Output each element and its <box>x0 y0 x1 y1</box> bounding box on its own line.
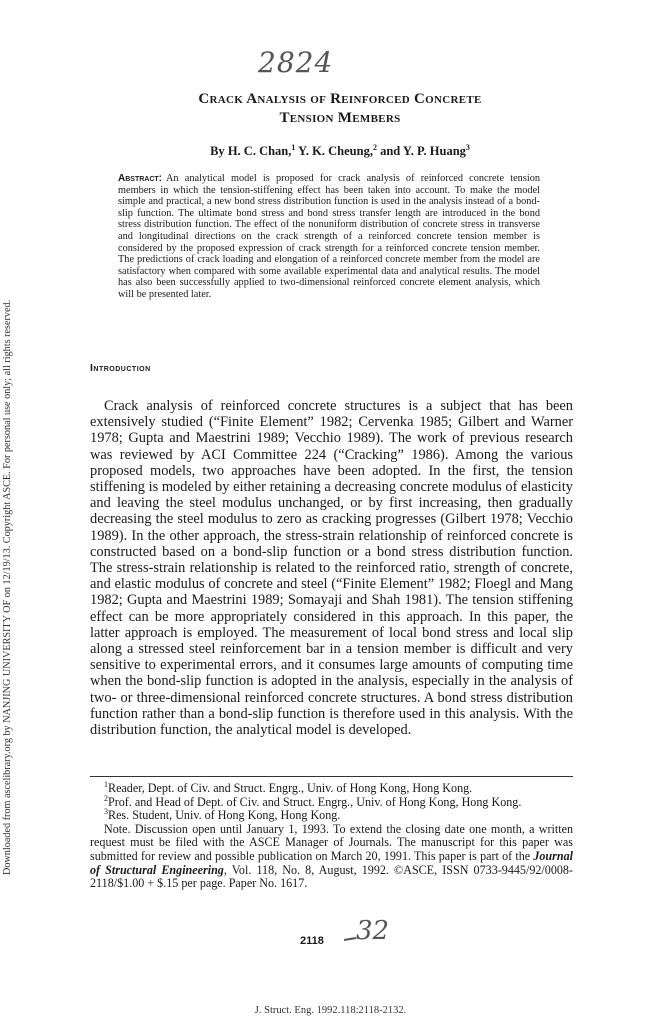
author-and: and <box>376 144 403 158</box>
footnote-1-mark: 1 <box>104 779 108 789</box>
title-line-1: Crack Analysis of Reinforced Concrete <box>198 91 482 107</box>
author-line <box>80 144 600 159</box>
abstract-text: An analytical model is proposed for crack analysis of reinforced concrete tension members in which the tension-stiffening effect has been taken into account. To make the model simple and practical, a new bond stress distribution function is used in the analysis instead of a bond-slip function. The ultimate bond stress and bond stress transfer length are introduced in the bond stress distribution function. The effect of the nonuniform distribution of concrete stress in transverse and longitudinal directions on the crack strength of a reinforced concrete tension member is considered by the proposed expression of crack strength for a reinforced concrete tension member. The predictions of crack loading and elongation of a reinforced concrete member from the model are satisfactory when compared with some available experimental data and analytical results. The model has also been successfully applied to two-dimensional reinforced concrete element analysis, which will be presented later. <box>118 173 540 300</box>
footnote-2-text: Prof. and Head of Dept. of Civ. and Struct. Engrg., Univ. of Hong Kong, Hong Kong. <box>108 794 522 809</box>
author-3: Y. P. Huang <box>402 144 466 158</box>
footnote-divider <box>90 776 573 777</box>
footnote-3 <box>90 809 573 823</box>
author-3-sup: 3 <box>465 142 470 152</box>
section-heading-introduction: Introduction <box>90 362 151 374</box>
footnote-note <box>90 823 573 891</box>
author-2-sup: 2 <box>372 142 377 152</box>
author-1: H. C. Chan, <box>227 144 292 158</box>
paper-title <box>80 90 600 128</box>
handwritten-annotation-bottom: 32 <box>356 916 390 946</box>
footnotes <box>90 779 573 891</box>
author-2: Y. K. Cheung, <box>295 144 373 158</box>
note-text-post: , Vol. 118, No. 8, August, 1992. ©ASCE, ISSN 0733-9445/92/0008-2118/$1.00 + $.15 per page. Paper No. 1617. <box>90 862 573 891</box>
handwritten-dash <box>344 937 356 941</box>
citation-footer: J. Struct. Eng. 1992.118:2118-2132. <box>254 1005 407 1016</box>
download-notice <box>2 130 16 890</box>
author-1-sup: 1 <box>291 142 296 152</box>
journal-name: Journal of Structural Engineering <box>90 848 573 877</box>
footnote-1-text: Reader, Dept. of Civ. and Struct. Engrg., Univ. of Hong Kong, Hong Kong. <box>108 781 473 795</box>
intro-paragraph: Crack analysis of reinforced concrete structures is a subject that has been extensively studied (“Finite Element” 1982; Cervenka 1985; Gilbert and Warner 1978; Gupta and Maestrini 1989; Vecchio 1989). The work of previous research was reviewed by ACI Committee 224 (“Cracking” 1986). Among the various proposed models, two approaches have been adopted. In the first, the tension stiffening is modeled by either retaining a decreasing concrete modulus of elasticity and leaving the steel modulus unchanged, or by first increasing, then gradually decreasing the steel modulus to zero as cracking progresses (Gilbert 1978; Vecchio 1989). In the other approach, the stress-strain relationship of reinforced concrete is constructed based on a bond-slip function or a bond stress distribution function. The stress-strain relationship is related to the reinforced ratio, strength of concrete, and elastic modulus of concrete and steel (“Finite Element” 1982; Floegl and Mang 1982; Gupta and Maestrini 1989; Somayaji and Shah 1981). The tension stiffening effect can be more appropriately considered in this approach. In this paper, the latter approach is employed. The measurement of local bond stress and local slip along a stressed steel reinforcement bar in a tension member is difficult and very sensitive to experimental errors, and it consumes large amounts of computing time when the bond-slip function is adopted in the analysis, especially in the analysis of two- or three-dimensional reinforced concrete structures. A bond stress distribution function rather than a bond-slip function is therefore used in this analysis. With the distribution function, the analytical model is developed. <box>90 398 573 739</box>
title-line-2: Tension Members <box>279 110 401 126</box>
author-prefix: By <box>210 144 228 158</box>
download-notice-text: Downloaded from ascelibrary.org by NANJING UNIVERSITY OF on 12/19/13. Copyright ASCE. For personal use only; all rights reserved. <box>2 299 13 875</box>
page-number: 2118 <box>300 935 324 947</box>
footnote-3-mark: 3 <box>104 807 108 817</box>
footnote-3-text: Res. Student, Univ. of Hong Kong, Hong Kong. <box>108 808 341 823</box>
abstract <box>118 173 540 301</box>
note-text-pre: Note. Discussion open until January 1, 1993. To extend the closing date one month, a written request must be filed with the ASCE Manager of Journals. The manuscript for this paper was submitted for review and possible publication on March 20, 1991. This paper is part of the <box>90 821 573 863</box>
abstract-label: Abstract: <box>118 173 162 184</box>
handwritten-annotation-top: 2824 <box>258 46 334 79</box>
footnote-2-mark: 2 <box>104 793 108 803</box>
footnote-1 <box>90 779 573 796</box>
introduction-body <box>90 398 573 738</box>
